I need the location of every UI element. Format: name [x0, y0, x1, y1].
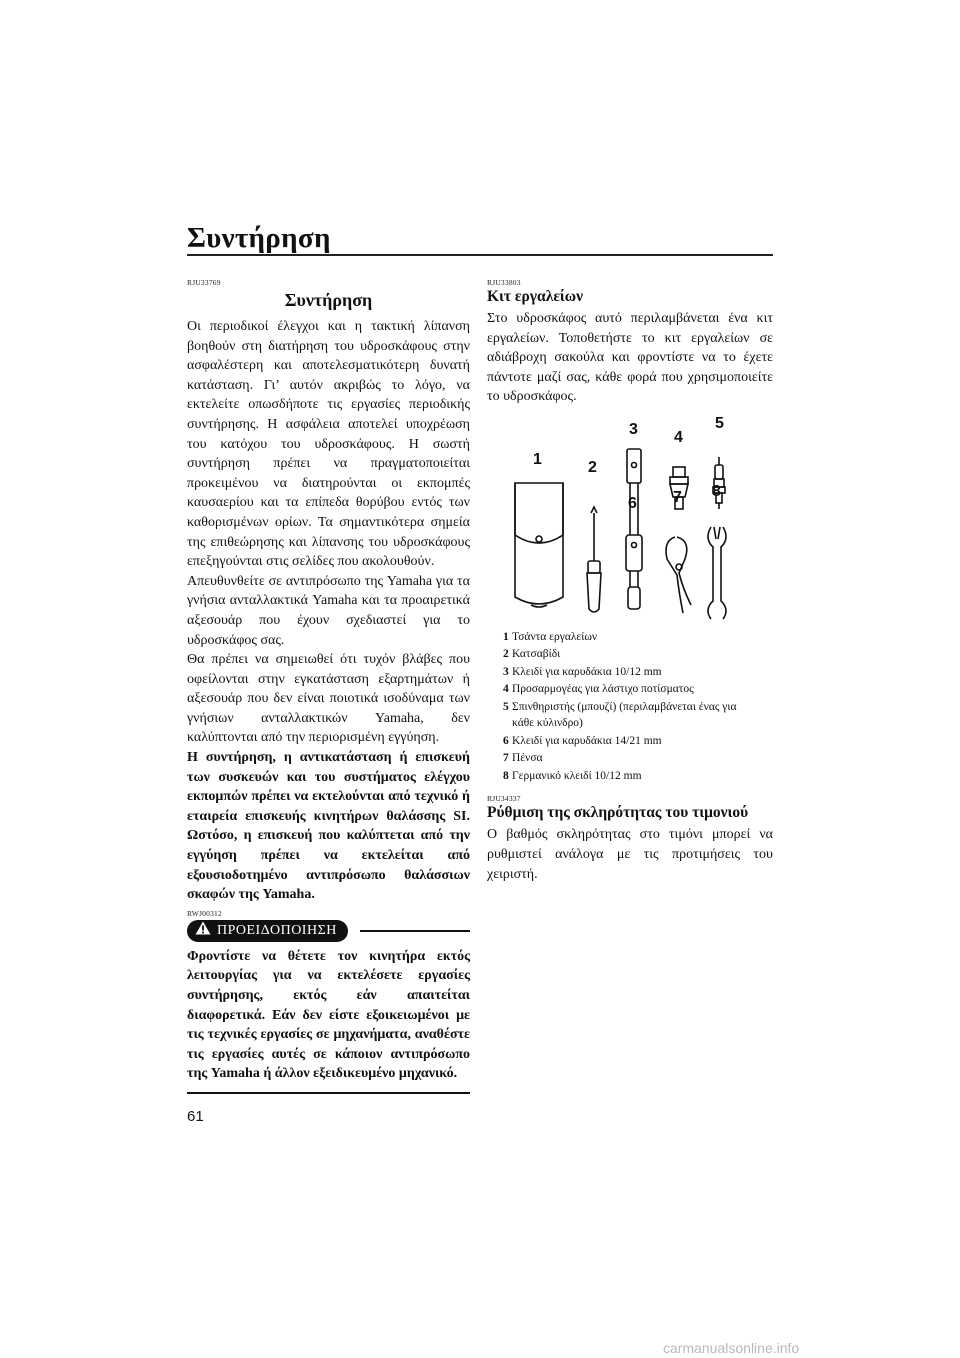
figure-label: 7 — [673, 488, 682, 506]
page-header-title: Συντήρηση — [187, 222, 331, 254]
section-heading-maintenance: Συντήρηση — [284, 290, 373, 310]
section-code: RJU33769 — [187, 278, 221, 287]
section-code: RJU34337 — [487, 794, 521, 804]
legend-list — [487, 629, 773, 785]
warning-badge — [187, 920, 348, 942]
figure-label: 2 — [588, 458, 597, 476]
figure-label: 8 — [712, 482, 721, 500]
warning-code: RWJ00312 — [187, 908, 222, 918]
legend-item: 6 Κλειδί για καρυδάκια 14/21 mm — [503, 734, 662, 747]
legend-item: 5 Σπινθηριστής (μπουζί) (περιλαμβάνεται ένας για κάθε κύλινδρο) — [503, 700, 737, 730]
legend-item: 1 Τσάντα εργαλείων — [503, 630, 598, 643]
paragraph: Ο βαθμός σκληρότητας στο τιμόνι μπορεί να ρυθμιστεί ανάλογα με τις προτιμήσεις του χειριστή. — [487, 827, 773, 882]
figure-label: 5 — [715, 414, 724, 432]
figure-label: 1 — [533, 450, 542, 468]
warning-text: Φροντίστε να θέτετε τον κινητήρα εκτός λειτουργίας για να εκτελέσετε εργασίες συντήρησης, εκτός εάν απαιτείται διαφορετικά. Εάν δεν είστε εξοικειωμένοι με τις τεχνικές εργασίες σε μηχανήματα, αναθέστε τις εργασίες αυτές σε κάποιον αντιπρόσωπο της Yamaha ή άλλον εξειδικευμένο μηχανικό. — [187, 948, 470, 1082]
screwdriver-icon — [587, 507, 601, 612]
legend-item: 3 Κλειδί για καρυδάκια 10/12 mm — [503, 665, 662, 678]
warning-bottom-rule — [187, 1092, 470, 1094]
right-column — [487, 278, 773, 884]
legend-item: 2 Κατσαβίδι — [503, 648, 561, 661]
warning-triangle-icon — [195, 921, 211, 940]
box-wrench-icon — [626, 449, 642, 609]
header-rule — [187, 254, 773, 256]
warning-label: ΠΡΟΕΙΔΟΠΟΙΗΣΗ — [217, 922, 337, 938]
legend-item: 4 Προσαρμογέας για λάστιχο ποτίσματος — [503, 683, 694, 696]
paragraph: Οι περιοδικοί έλεγχοι και η τακτική λίπανση βοηθούν στη διατήρηση του υδροσκάφους στην ασφαλέστερη και αποτελεσματικότερη δυνατή κατάσταση. Γι’ αυτόν ακριβώς το λόγο, να εκτελείτε οπωσδήποτε τις εργασίες περιοδικής συντήρησης. Η ασφάλεια αποτελεί υποχρέωση του κατόχου του υδροσκάφους. Η σωστή συντήρηση πρέπει να πραγματοποιείται προκειμένου να διατηρούνται οι εκπομπές καυσαερίου και τα επίπεδα θορύβου εντός των καθορισμένων ορίων. Τα σημαντικότερα σημεία της επιθεώρησης και λίπανσης του υδροσκάφους επεξηγούνται στις σελίδες που ακολουθούν. — [187, 319, 470, 570]
left-column — [187, 278, 470, 1094]
open-end-wrench-icon — [708, 527, 726, 619]
section-code: RJU33803 — [487, 278, 521, 287]
warning-rule — [360, 930, 470, 932]
paragraph: Θα πρέπει να σημειωθεί ότι τυχόν βλάβες που οφείλονται στην εγκατάσταση εξαρτημάτων ή αξεσουάρ που δεν είναι ποιοτικά ισοδύναμα των γνήσιων ανταλλακτικών Yamaha, δεν καλύπτονται από την περιορισμένη εγγύηση. — [187, 652, 470, 746]
page-number: 61 — [187, 1108, 204, 1125]
figure-label: 4 — [674, 428, 683, 446]
figure-label: 6 — [628, 494, 637, 512]
legend-item: 8 Γερμανικό κλειδί 10/12 mm — [503, 769, 642, 782]
figure-label: 3 — [629, 420, 638, 438]
section-heading-tool-kit: Κιτ εργαλείων — [487, 288, 583, 305]
tool-bag-icon — [515, 483, 563, 607]
paragraph: Απευθυνθείτε σε αντιπρόσωπο της Yamaha για τα γνήσια ανταλλακτικά Yamaha και τα προαιρετικά αξεσουάρ που έχουν σχεδιαστεί για το υδροσκάφος σας. — [187, 573, 470, 648]
pliers-icon — [666, 537, 691, 613]
warning-header — [187, 920, 470, 942]
legend-item: 7 Πένσα — [503, 752, 543, 765]
section-heading-steering-stiffness: Ρύθμιση της σκληρότητας του τιμονιού — [487, 804, 749, 822]
paragraph-bold: Η συντήρηση, η αντικατάσταση ή επισκευή των συσκευών και του συστήματος ελέγχου εκπομπών πρέπει να εκτελούνται από τεχνικό ή εταιρεία επισκευής κινητήρων θαλάσσης SI. Ωστόσο, η επισκευή που καλύπτεται από την εγγύηση πρέπει να εκτελείται από εξουσιοδοτημένο αντιπρόσωπο θαλάσσιων σκαφών της Yamaha. — [187, 750, 470, 903]
watermark: carmanualsonline.info — [663, 1340, 800, 1356]
paragraph: Στο υδροσκάφος αυτό περιλαμβάνεται ένα κιτ εργαλείων. Τοποθετήστε το κιτ εργαλείων σε αδιάβροχη σακούλα και φροντίστε να το έχετε πάντοτε μαζί σας, κάθε φορά που χρησιμοποιείτε το υδροσκάφος. — [487, 311, 773, 405]
tool-kit-illustration — [487, 415, 773, 625]
